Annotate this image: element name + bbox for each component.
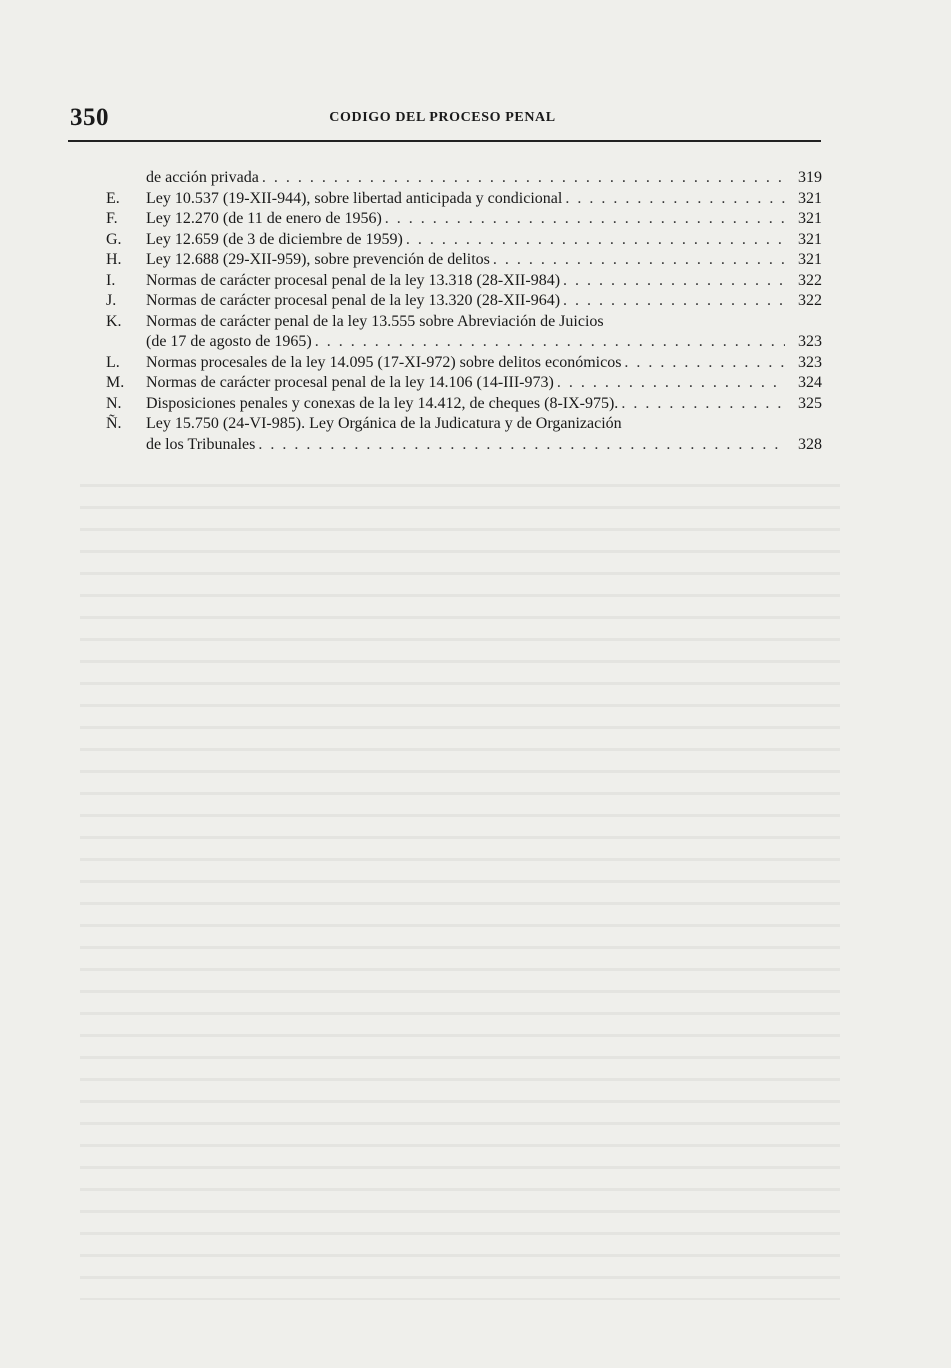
dot-leader [565, 189, 785, 210]
toc-entry-title: (de 17 de agosto de 1965) [146, 333, 312, 350]
toc-entry-page: 325 [798, 394, 822, 412]
toc-entry [106, 373, 822, 394]
toc-entry [106, 394, 822, 415]
toc-entry-title: Normas procesales de la ley 14.095 (17-XI-972) sobre delitos económicos [146, 353, 622, 371]
toc-entry-letter: F. [106, 210, 118, 227]
toc-entry-page: 321 [798, 251, 822, 268]
toc-entry-title: Ley 15.750 (24-VI-985). Ley Orgánica de la Judicatura y de Organización [146, 415, 622, 432]
toc-entry-letter: J. [106, 292, 117, 309]
dot-leader [262, 168, 785, 189]
toc-entry [106, 291, 822, 312]
dot-leader [315, 332, 785, 353]
toc-entry-letter: H. [106, 251, 122, 268]
toc-entry-page: 324 [798, 374, 822, 391]
toc-entry-letter [106, 168, 146, 189]
toc-entry [106, 312, 822, 353]
toc-entry [106, 168, 822, 189]
page-number: 350 [70, 104, 109, 131]
toc-entry-letter: M. [106, 374, 125, 391]
toc-entry-title: Normas de carácter penal de la ley 13.555 sobre Abreviación de Juicios [146, 312, 604, 330]
toc-entry [106, 209, 822, 230]
toc-entry-letter: G. [106, 230, 122, 248]
toc-entry-title: de acción privada [146, 169, 259, 186]
toc-entry-title: Ley 12.659 (de 3 de diciembre de 1959) [146, 230, 403, 248]
toc-entry [106, 414, 822, 455]
dot-leader [385, 209, 785, 230]
toc-entry-page: 322 [798, 271, 822, 289]
toc-entry-page: 319 [798, 169, 822, 186]
toc-entry-letter: Ñ. [106, 415, 122, 432]
dot-leader [406, 230, 785, 251]
dot-leader [624, 353, 785, 374]
toc-entry-page: 323 [798, 353, 822, 371]
toc-entry-page: 328 [798, 435, 822, 453]
toc-entry-page: 321 [798, 230, 822, 248]
toc-entry-title: Disposiciones penales y conexas de la ley 14.412, de cheques (8-IX-975). [146, 394, 619, 412]
toc-entry-title: Ley 10.537 (19-XII-944), sobre libertad anticipada y condicional [146, 189, 563, 207]
toc-entry-letter: N. [106, 394, 122, 412]
dot-leader [621, 394, 785, 415]
dot-leader [557, 373, 785, 394]
toc-entry [106, 353, 822, 374]
toc-entry-letter: E. [106, 189, 120, 207]
toc-entry-page: 322 [798, 292, 822, 309]
toc-entry-title: de los Tribunales [146, 435, 256, 453]
table-of-contents [106, 168, 822, 455]
running-title: CODIGO DEL PROCESO PENAL [329, 110, 556, 125]
dot-leader [563, 291, 785, 312]
toc-entry-title: Ley 12.688 (29-XII-959), sobre prevención de delitos [146, 251, 490, 268]
toc-entry-title: Normas de carácter procesal penal de la ley 13.318 (28-XII-984) [146, 271, 561, 289]
show-through-texture [80, 470, 840, 1300]
dot-leader [563, 271, 785, 292]
toc-entry-letter: L. [106, 353, 120, 371]
toc-entry-page: 321 [798, 189, 822, 207]
toc-entry-page: 323 [798, 333, 822, 350]
toc-entry-title: Ley 12.270 (de 11 de enero de 1956) [146, 210, 382, 227]
toc-entry [106, 189, 822, 210]
toc-entry-letter: K. [106, 312, 122, 330]
header-rule [68, 140, 821, 142]
toc-entry-title: Normas de carácter procesal penal de la ley 14.106 (14-III-973) [146, 374, 554, 391]
toc-entry-page: 321 [798, 210, 822, 227]
toc-entry [106, 271, 822, 292]
toc-entry-title: Normas de carácter procesal penal de la ley 13.320 (28-XII-964) [146, 292, 561, 309]
toc-entry [106, 230, 822, 251]
toc-entry [106, 250, 822, 271]
dot-leader [493, 250, 785, 271]
dot-leader [258, 435, 785, 456]
toc-entry-letter: I. [106, 271, 116, 289]
